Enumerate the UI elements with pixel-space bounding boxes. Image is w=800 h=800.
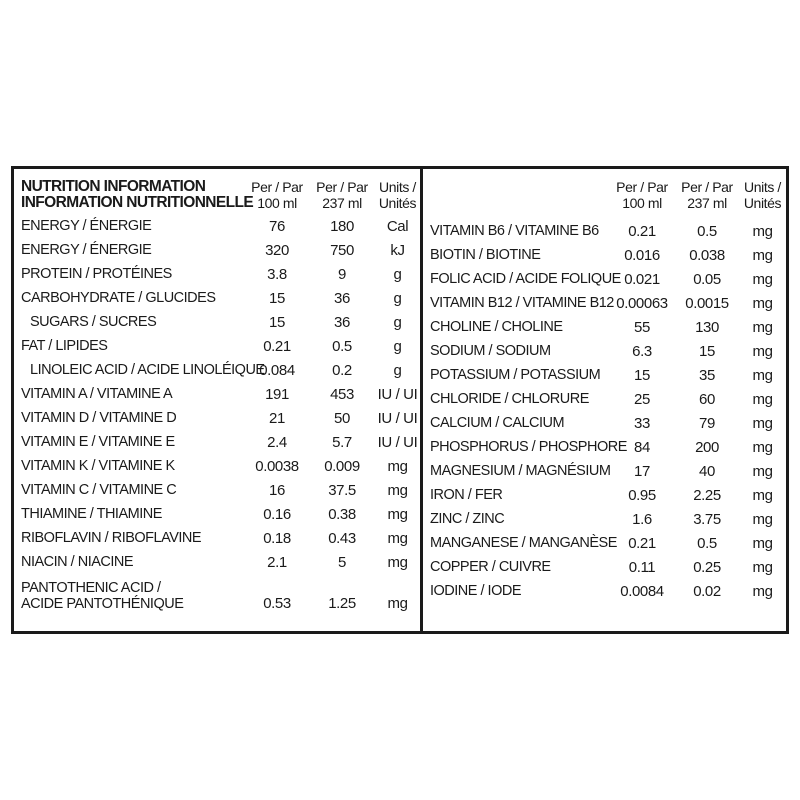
value-per-237ml: 0.2: [332, 361, 352, 379]
units: mg: [752, 582, 773, 600]
units: mg: [752, 342, 773, 360]
nutrient-name: [21, 242, 245, 258]
units: mg: [752, 414, 773, 432]
table-title-en: NUTRITION INFORMATION: [21, 178, 206, 195]
value-per-237ml: 0.43: [328, 529, 356, 547]
value-per-237ml: 37.5: [328, 481, 356, 499]
table-row: [14, 406, 420, 430]
table-row: [423, 483, 786, 507]
nutrient-name-line1: PHOSPHORUS / PHOSPHORE: [430, 439, 627, 455]
table-row: [423, 363, 786, 387]
nutrient-name: [21, 434, 245, 450]
table-row: [14, 310, 420, 334]
nutrient-name: [430, 247, 609, 263]
units: mg: [752, 510, 773, 528]
table-row: [423, 507, 786, 531]
left-panel-header: [14, 169, 420, 214]
table-row: [423, 339, 786, 363]
units: Cal: [386, 217, 409, 235]
column-header-per-100ml: Per / Par 100 ml: [616, 179, 668, 211]
value-per-237ml: 180: [330, 217, 354, 235]
nutrient-name-line2: ACIDE PANTOTHÉNIQUE: [21, 596, 184, 612]
value-per-237ml: 5.7: [332, 433, 352, 451]
nutrient-name: [21, 338, 245, 354]
nutrient-name: [21, 458, 245, 474]
value-per-237ml: 0.02: [693, 582, 721, 600]
nutrient-name-line1: ENERGY / ÉNERGIE: [21, 218, 152, 234]
value-per-237ml: 1.25: [328, 595, 356, 612]
nutrient-name: [430, 487, 609, 503]
table-row: [14, 238, 420, 262]
value-per-237ml: 2.25: [693, 486, 721, 504]
units: mg: [752, 222, 773, 240]
right-rows-container: [423, 219, 786, 603]
nutrient-name-line1: ENERGY / ÉNERGIE: [21, 242, 152, 258]
nutrient-name: [430, 583, 609, 599]
nutrient-name: [430, 343, 609, 359]
nutrition-panel-right: [420, 169, 786, 631]
column-header-units: Units / Unités: [743, 179, 782, 211]
value-per-100ml: 21: [269, 409, 285, 427]
nutrient-name: [21, 530, 245, 546]
value-per-237ml: 60: [699, 390, 715, 408]
value-per-237ml: 35: [699, 366, 715, 384]
table-row: [14, 262, 420, 286]
units: mg: [387, 595, 408, 612]
value-per-237ml: 50: [334, 409, 350, 427]
table-row: [14, 358, 420, 382]
units: g: [393, 313, 402, 331]
units: mg: [387, 529, 408, 547]
nutrient-name-line1: LINOLEIC ACID / ACIDE LINOLÉIQUE: [30, 362, 265, 378]
value-per-237ml: 0.25: [693, 558, 721, 576]
nutrient-name-line1: THIAMINE / THIAMINE: [21, 506, 162, 522]
nutrient-name: [430, 415, 609, 431]
units: mg: [752, 438, 773, 456]
value-per-237ml: 36: [334, 289, 350, 307]
nutrient-name: [21, 218, 245, 234]
table-row: [14, 574, 420, 614]
table-row: [14, 454, 420, 478]
value-per-237ml: 79: [699, 414, 715, 432]
nutrition-panel-left: [14, 169, 420, 631]
value-per-100ml: 0.0038: [255, 457, 299, 475]
value-per-100ml: 0.53: [263, 595, 291, 612]
nutrient-name-line1: VITAMIN E / VITAMINE E: [21, 434, 175, 450]
nutrient-name: [430, 295, 614, 311]
nutrient-name-line1: VITAMIN A / VITAMINE A: [21, 386, 173, 402]
units: g: [393, 289, 402, 307]
column-header-per-237ml: Per / Par 237 ml: [316, 179, 368, 211]
nutrient-name: [21, 506, 245, 522]
table-row: [14, 286, 420, 310]
table-row: [14, 550, 420, 574]
value-per-100ml: 0.21: [628, 534, 656, 552]
value-per-237ml: 0.038: [689, 246, 725, 264]
units: mg: [387, 553, 408, 571]
units: IU / UI: [377, 409, 418, 427]
table-row: [14, 334, 420, 358]
units: mg: [752, 270, 773, 288]
table-row: [423, 315, 786, 339]
table-row: [423, 219, 786, 243]
nutrient-name: [430, 367, 609, 383]
units: mg: [387, 481, 408, 499]
table-row: [423, 411, 786, 435]
value-per-100ml: 0.18: [263, 529, 291, 547]
value-per-100ml: 15: [634, 366, 650, 384]
table-row: [14, 478, 420, 502]
value-per-100ml: 0.21: [628, 222, 656, 240]
units: mg: [387, 457, 408, 475]
nutrient-name-line1: IRON / FER: [430, 487, 503, 503]
value-per-100ml: 17: [634, 462, 650, 480]
value-per-100ml: 15: [269, 289, 285, 307]
nutrient-name-line1: MANGANESE / MANGANÈSE: [430, 535, 617, 551]
value-per-100ml: 0.11: [628, 558, 656, 576]
value-per-100ml: 2.1: [267, 553, 287, 571]
value-per-237ml: 750: [330, 241, 354, 259]
units: mg: [752, 294, 773, 312]
nutrient-name-line1: MAGNESIUM / MAGNÉSIUM: [430, 463, 611, 479]
table-row: [14, 382, 420, 406]
value-per-100ml: 191: [265, 385, 289, 403]
left-rows-container: [14, 214, 420, 614]
nutrient-name-line1: PANTOTHENIC ACID /: [21, 580, 161, 596]
units: mg: [752, 318, 773, 336]
value-per-100ml: 0.021: [624, 270, 660, 288]
nutrient-name-line1: FOLIC ACID / ACIDE FOLIQUE: [430, 271, 621, 287]
nutrient-name-line1: VITAMIN B12 / VITAMINE B12: [430, 295, 614, 311]
table-row: [423, 387, 786, 411]
value-per-237ml: 0.0015: [685, 294, 729, 312]
value-per-100ml: 0.0084: [620, 582, 664, 600]
table-row: [14, 214, 420, 238]
nutrient-name: [21, 314, 245, 330]
value-per-237ml: 0.38: [328, 505, 356, 523]
nutrient-name-line1: CHLORIDE / CHLORURE: [430, 391, 589, 407]
table-row: [423, 459, 786, 483]
value-per-237ml: 130: [695, 318, 719, 336]
value-per-237ml: 0.5: [697, 534, 717, 552]
table-title: [21, 178, 254, 211]
column-header-units: Units / Unités: [378, 179, 417, 211]
nutrient-name-line1: ZINC / ZINC: [430, 511, 505, 527]
value-per-100ml: 6.3: [632, 342, 652, 360]
value-per-237ml: 0.5: [332, 337, 352, 355]
nutrient-name: [21, 362, 265, 378]
value-per-237ml: 15: [699, 342, 715, 360]
nutrient-name-line1: VITAMIN D / VITAMINE D: [21, 410, 177, 426]
units: g: [393, 265, 402, 283]
table-row: [423, 555, 786, 579]
value-per-237ml: 9: [338, 265, 346, 283]
nutrient-name: [430, 319, 609, 335]
nutrient-name: [430, 391, 609, 407]
value-per-100ml: 0.21: [263, 337, 291, 355]
nutrient-name: [430, 463, 609, 479]
nutrient-name-line1: SUGARS / SUCRES: [30, 314, 157, 330]
value-per-237ml: 36: [334, 313, 350, 331]
nutrient-name-line1: NIACIN / NIACINE: [21, 554, 134, 570]
value-per-100ml: 0.95: [628, 486, 656, 504]
table-row: [423, 579, 786, 603]
value-per-100ml: 1.6: [632, 510, 652, 528]
nutrient-name-line1: PROTEIN / PROTÉINES: [21, 266, 172, 282]
value-per-100ml: 25: [634, 390, 650, 408]
value-per-100ml: 0.084: [259, 361, 295, 379]
units: mg: [752, 246, 773, 264]
units: g: [393, 361, 402, 379]
table-row: [423, 243, 786, 267]
nutrient-name-line1: CARBOHYDRATE / GLUCIDES: [21, 290, 216, 306]
table-row: [14, 526, 420, 550]
table-title-fr: INFORMATION NUTRITIONNELLE: [21, 194, 254, 211]
right-panel-header: [423, 169, 786, 214]
table-row: [423, 531, 786, 555]
table-row: [423, 435, 786, 459]
nutrient-name-line1: VITAMIN C / VITAMINE C: [21, 482, 177, 498]
table-row: [423, 291, 786, 315]
value-per-100ml: 55: [634, 318, 650, 336]
value-per-237ml: 5: [338, 553, 346, 571]
value-per-100ml: 76: [269, 217, 285, 235]
nutrient-name: [21, 482, 245, 498]
value-per-100ml: 84: [634, 438, 650, 456]
nutrient-name-line1: COPPER / CUIVRE: [430, 559, 551, 575]
value-per-237ml: 40: [699, 462, 715, 480]
value-per-237ml: 0.05: [693, 270, 721, 288]
value-per-100ml: 0.16: [263, 505, 291, 523]
table-row: [14, 502, 420, 526]
value-per-100ml: 16: [269, 481, 285, 499]
nutrient-name: [430, 271, 621, 287]
nutrient-name: [430, 511, 609, 527]
value-per-237ml: 0.009: [324, 457, 360, 475]
nutrient-name: [430, 535, 617, 551]
units: IU / UI: [377, 433, 418, 451]
value-per-237ml: 0.5: [697, 222, 717, 240]
nutrient-name-line1: POTASSIUM / POTASSIUM: [430, 367, 601, 383]
value-per-100ml: 0.016: [624, 246, 660, 264]
value-per-237ml: 3.75: [693, 510, 721, 528]
table-row: [423, 267, 786, 291]
units: mg: [752, 462, 773, 480]
nutrient-name: [21, 386, 245, 402]
nutrition-information-table: [11, 166, 789, 634]
nutrient-name: [21, 580, 245, 612]
nutrient-name: [21, 266, 245, 282]
nutrient-name: [430, 559, 609, 575]
nutrient-name-line1: VITAMIN K / VITAMINE K: [21, 458, 175, 474]
value-per-100ml: 15: [269, 313, 285, 331]
units: mg: [752, 486, 773, 504]
value-per-100ml: 33: [634, 414, 650, 432]
value-per-100ml: 2.4: [267, 433, 287, 451]
value-per-100ml: 320: [265, 241, 289, 259]
units: mg: [387, 505, 408, 523]
nutrient-name: [430, 223, 609, 239]
value-per-100ml: 0.00063: [616, 294, 668, 312]
nutrient-name: [21, 554, 245, 570]
column-header-per-237ml: Per / Par 237 ml: [681, 179, 733, 211]
nutrient-name-line1: RIBOFLAVIN / RIBOFLAVINE: [21, 530, 202, 546]
units: g: [393, 337, 402, 355]
units: mg: [752, 390, 773, 408]
units: IU / UI: [377, 385, 418, 403]
nutrient-name-line1: VITAMIN B6 / VITAMINE B6: [430, 223, 599, 239]
value-per-237ml: 453: [330, 385, 354, 403]
nutrient-name-line1: CHOLINE / CHOLINE: [430, 319, 563, 335]
nutrient-name-line1: FAT / LIPIDES: [21, 338, 108, 354]
nutrient-name-line1: BIOTIN / BIOTINE: [430, 247, 541, 263]
value-per-237ml: 200: [695, 438, 719, 456]
nutrient-name: [21, 410, 245, 426]
nutrient-name: [21, 290, 245, 306]
column-header-per-100ml: Per / Par 100 ml: [251, 179, 303, 211]
units: kJ: [390, 241, 405, 259]
value-per-100ml: 3.8: [267, 265, 287, 283]
nutrient-name-line1: CALCIUM / CALCIUM: [430, 415, 565, 431]
units: mg: [752, 534, 773, 552]
units: mg: [752, 366, 773, 384]
nutrient-name-line1: IODINE / IODE: [430, 583, 521, 599]
units: mg: [752, 558, 773, 576]
nutrient-name: [430, 439, 627, 455]
nutrient-name-line1: SODIUM / SODIUM: [430, 343, 551, 359]
table-row: [14, 430, 420, 454]
